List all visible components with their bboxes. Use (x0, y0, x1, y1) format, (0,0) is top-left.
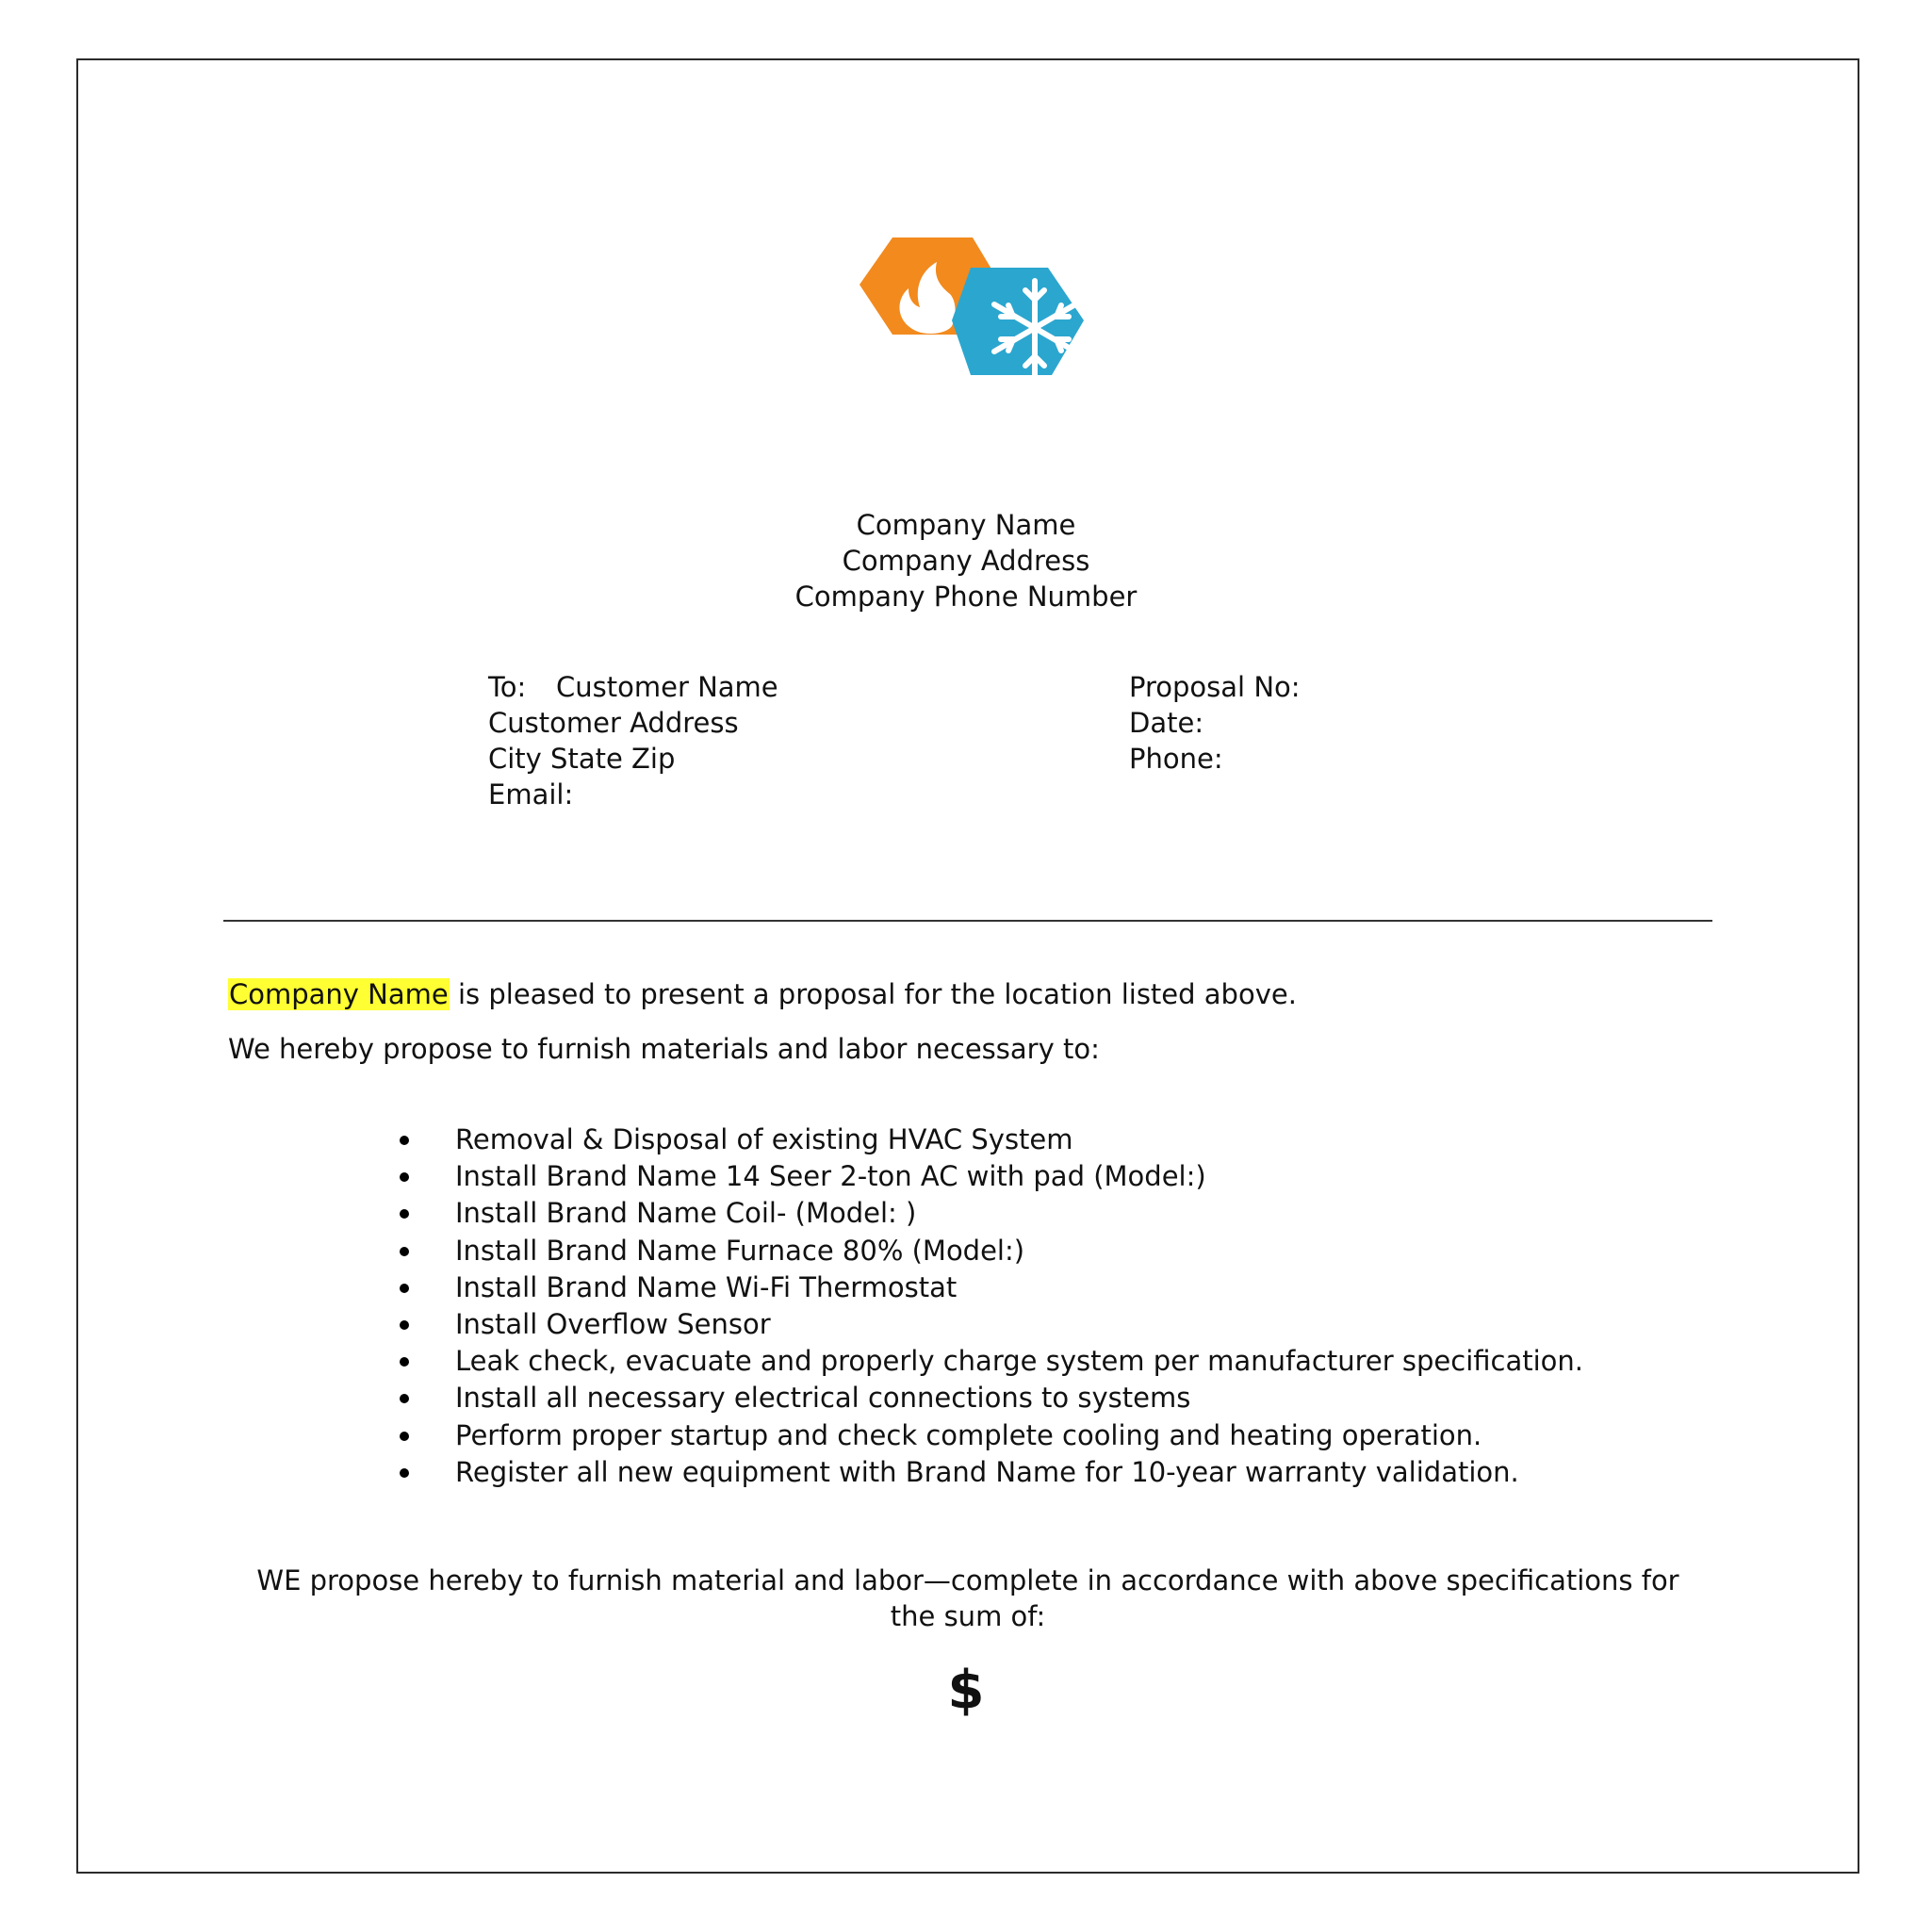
list-item-text: Install Overflow Sensor (455, 1307, 771, 1340)
list-item-text: Install Brand Name Furnace 80% (Model:) (455, 1234, 1025, 1267)
hvac-logo (860, 236, 1086, 377)
list-item (396, 1122, 1583, 1158)
company-info (0, 507, 1932, 614)
bullet-icon (400, 1209, 409, 1219)
sum-line-2: the sum of: (890, 1600, 1046, 1632)
list-item (396, 1417, 1583, 1454)
list-item-text: Perform proper startup and check complete cooling and heating operation. (455, 1418, 1482, 1451)
company-name: Company Name (856, 509, 1076, 541)
list-item-text: Install all necessary electrical connections to systems (455, 1382, 1191, 1415)
list-item (396, 1343, 1583, 1380)
proposal-date-label: Date: (1129, 707, 1204, 739)
bullet-icon (400, 1247, 409, 1256)
customer-address: Customer Address (488, 707, 739, 739)
proposal-phone-label: Phone: (1129, 743, 1223, 775)
bullet-icon (400, 1432, 409, 1441)
list-item-text: Leak check, evacuate and properly charge system per manufacturer specification. (455, 1345, 1584, 1378)
bullet-icon (400, 1284, 409, 1293)
proposal-info (1129, 669, 1301, 777)
list-item (396, 1269, 1583, 1306)
bullet-icon (400, 1320, 409, 1330)
list-item (396, 1233, 1583, 1269)
customer-name-line (488, 669, 778, 705)
company-address: Company Address (842, 545, 1090, 577)
list-item-text: Install Brand Name 14 Seer 2-ton AC with pad (Model:) (455, 1160, 1206, 1193)
list-item-text: Install Brand Name Coil- (Model: ) (455, 1197, 917, 1230)
bullet-icon (400, 1468, 409, 1478)
intro-text: is pleased to present a proposal for the location listed above. (449, 978, 1297, 1010)
scope-of-work-list (396, 1122, 1583, 1491)
customer-name: Customer Name (556, 671, 778, 703)
bullet-icon (400, 1136, 409, 1145)
customer-info (488, 669, 778, 812)
customer-city-state-zip: City State Zip (488, 743, 676, 775)
list-item (396, 1380, 1583, 1416)
sum-statement (219, 1563, 1717, 1634)
list-item (396, 1195, 1583, 1232)
dollar-sign: $ (947, 1660, 985, 1721)
proposal-number-label: Proposal No: (1129, 671, 1301, 703)
list-item-text: Register all new equipment with Brand Name for 10-year warranty validation. (455, 1455, 1519, 1488)
to-label: To: (488, 671, 527, 703)
proposal-statement: We hereby propose to furnish materials and labor necessary to: (228, 1033, 1100, 1065)
list-item-text: Install Brand Name Wi-Fi Thermostat (455, 1270, 958, 1303)
bullet-icon (400, 1394, 409, 1403)
company-phone: Company Phone Number (794, 581, 1138, 613)
customer-email-label: Email: (488, 778, 574, 810)
bullet-icon (400, 1172, 409, 1182)
list-item (396, 1306, 1583, 1343)
intro-line (228, 976, 1297, 1012)
bullet-icon (400, 1357, 409, 1367)
highlighted-company-name: Company Name (229, 978, 449, 1010)
sum-line-1: WE propose hereby to furnish material and labor—complete in accordance with above specifications for (256, 1564, 1679, 1596)
list-item (396, 1454, 1583, 1491)
list-item (396, 1158, 1583, 1195)
list-item-text: Removal & Disposal of existing HVAC System (455, 1123, 1073, 1155)
section-divider (223, 920, 1712, 922)
